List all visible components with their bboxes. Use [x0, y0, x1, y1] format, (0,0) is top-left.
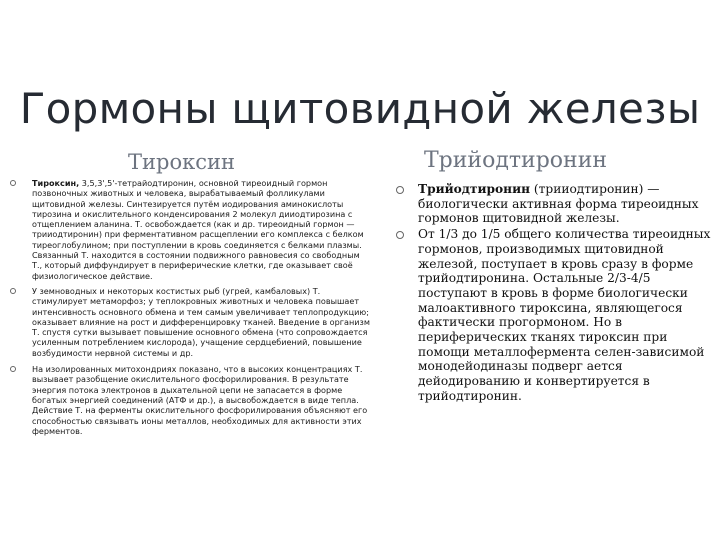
bullet-icon [10, 180, 16, 186]
bullet-term: Тироксин, [32, 178, 80, 188]
bullet-term: Трийодтиронин [418, 182, 531, 196]
right-column-heading: Трийодтиронин [424, 148, 608, 173]
bullet-body: (трииодтиронин) — биологически активная форма тиреоидных гормонов щитовидной железы. [418, 182, 699, 226]
bullet-icon [396, 231, 404, 239]
bullet-body: 3,5,3',5'-тетрайодтиронин, основной тиреоидный гормон позвоночных животных и человека, вырабатываемый фолликулами щитовидной железы. Синтезируется путём иодирования аминокислоты тирозина и окислительного конденсирования 2 молекул дииодтирозина с отщеплением аланина. Т. освобождается (как и др. тиреоидный гормон — трииодтиронин) при ферментативном расщеплении его комплекса с белком тиреоглобулином; при поступлении в кровь соединяется с белками плазмы. Связанный Т. находится в состоянии подвижного равновесия со свободным Т., который диффундирует в периферические клетки, где оказывает своё физиологическое действие. [32, 178, 364, 281]
bullet-body: На изолированных митохондриях показано, что в высоких концентрациях Т. вызывает разобщение окислительного фосфорилирования. В результате энергия потока электронов в дыхательной цепи не запасается в форме богатых энергией соединений (АТФ и др.), а высвобождается в виде тепла. Действие Т. на ферменты окислительного фосфорилирования объясняют его способностью связывать ионы металлов, необходимых для активности этих ферментов. [32, 364, 368, 436]
left-column-heading: Тироксин [128, 150, 235, 174]
bullet-icon [10, 366, 16, 372]
left-column [10, 178, 370, 442]
left-bullet-item [10, 178, 370, 281]
right-bullet-item [396, 227, 714, 403]
slide-title: Гормоны щитовидной железы [19, 84, 701, 133]
right-bullet-list [396, 182, 714, 404]
bullet-text [26, 286, 370, 358]
left-bullet-list [10, 178, 370, 436]
right-column [396, 182, 714, 405]
left-bullet-item [10, 364, 370, 436]
bullet-body: От 1/3 до 1/5 общего количества тиреоидных гормонов, производимых щитовидной железой, поступает в кровь сразу в форме трийодтиронина. Остальные 2/3-4/5 поступают в кровь в форме биологически малоактивного тироксина, являющегося фактически прогормоном. Но в периферических тканях тироксин при помощи металлофермента селен-зависимой монодейодиназы подверг ается дейодированию и конвертируется в трийодтиронин. [418, 227, 711, 403]
left-bullet-item [10, 286, 370, 358]
bullet-text [412, 227, 714, 403]
bullet-text [26, 178, 370, 281]
bullet-icon [10, 288, 16, 294]
bullet-icon [396, 186, 404, 194]
bullet-body: У земноводных и некоторых костистых рыб (угрей, камбаловых) Т. стимулирует метаморфоз; у теплокровных животных и человека повышает интенсивность основного обмена и тем самым увеличивает теплопродукцию; оказывает влияние на рост и дифференцировку тканей. Введение в организм Т. спустя сутки вызывает повышение основного обмена (что сопровождается усиленным потреблением кислорода), учащение сердцебиений, повышение возбудимости нервной системы и др. [32, 285, 370, 358]
bullet-text [26, 364, 370, 436]
right-bullet-item [396, 182, 714, 226]
bullet-text [412, 182, 714, 226]
